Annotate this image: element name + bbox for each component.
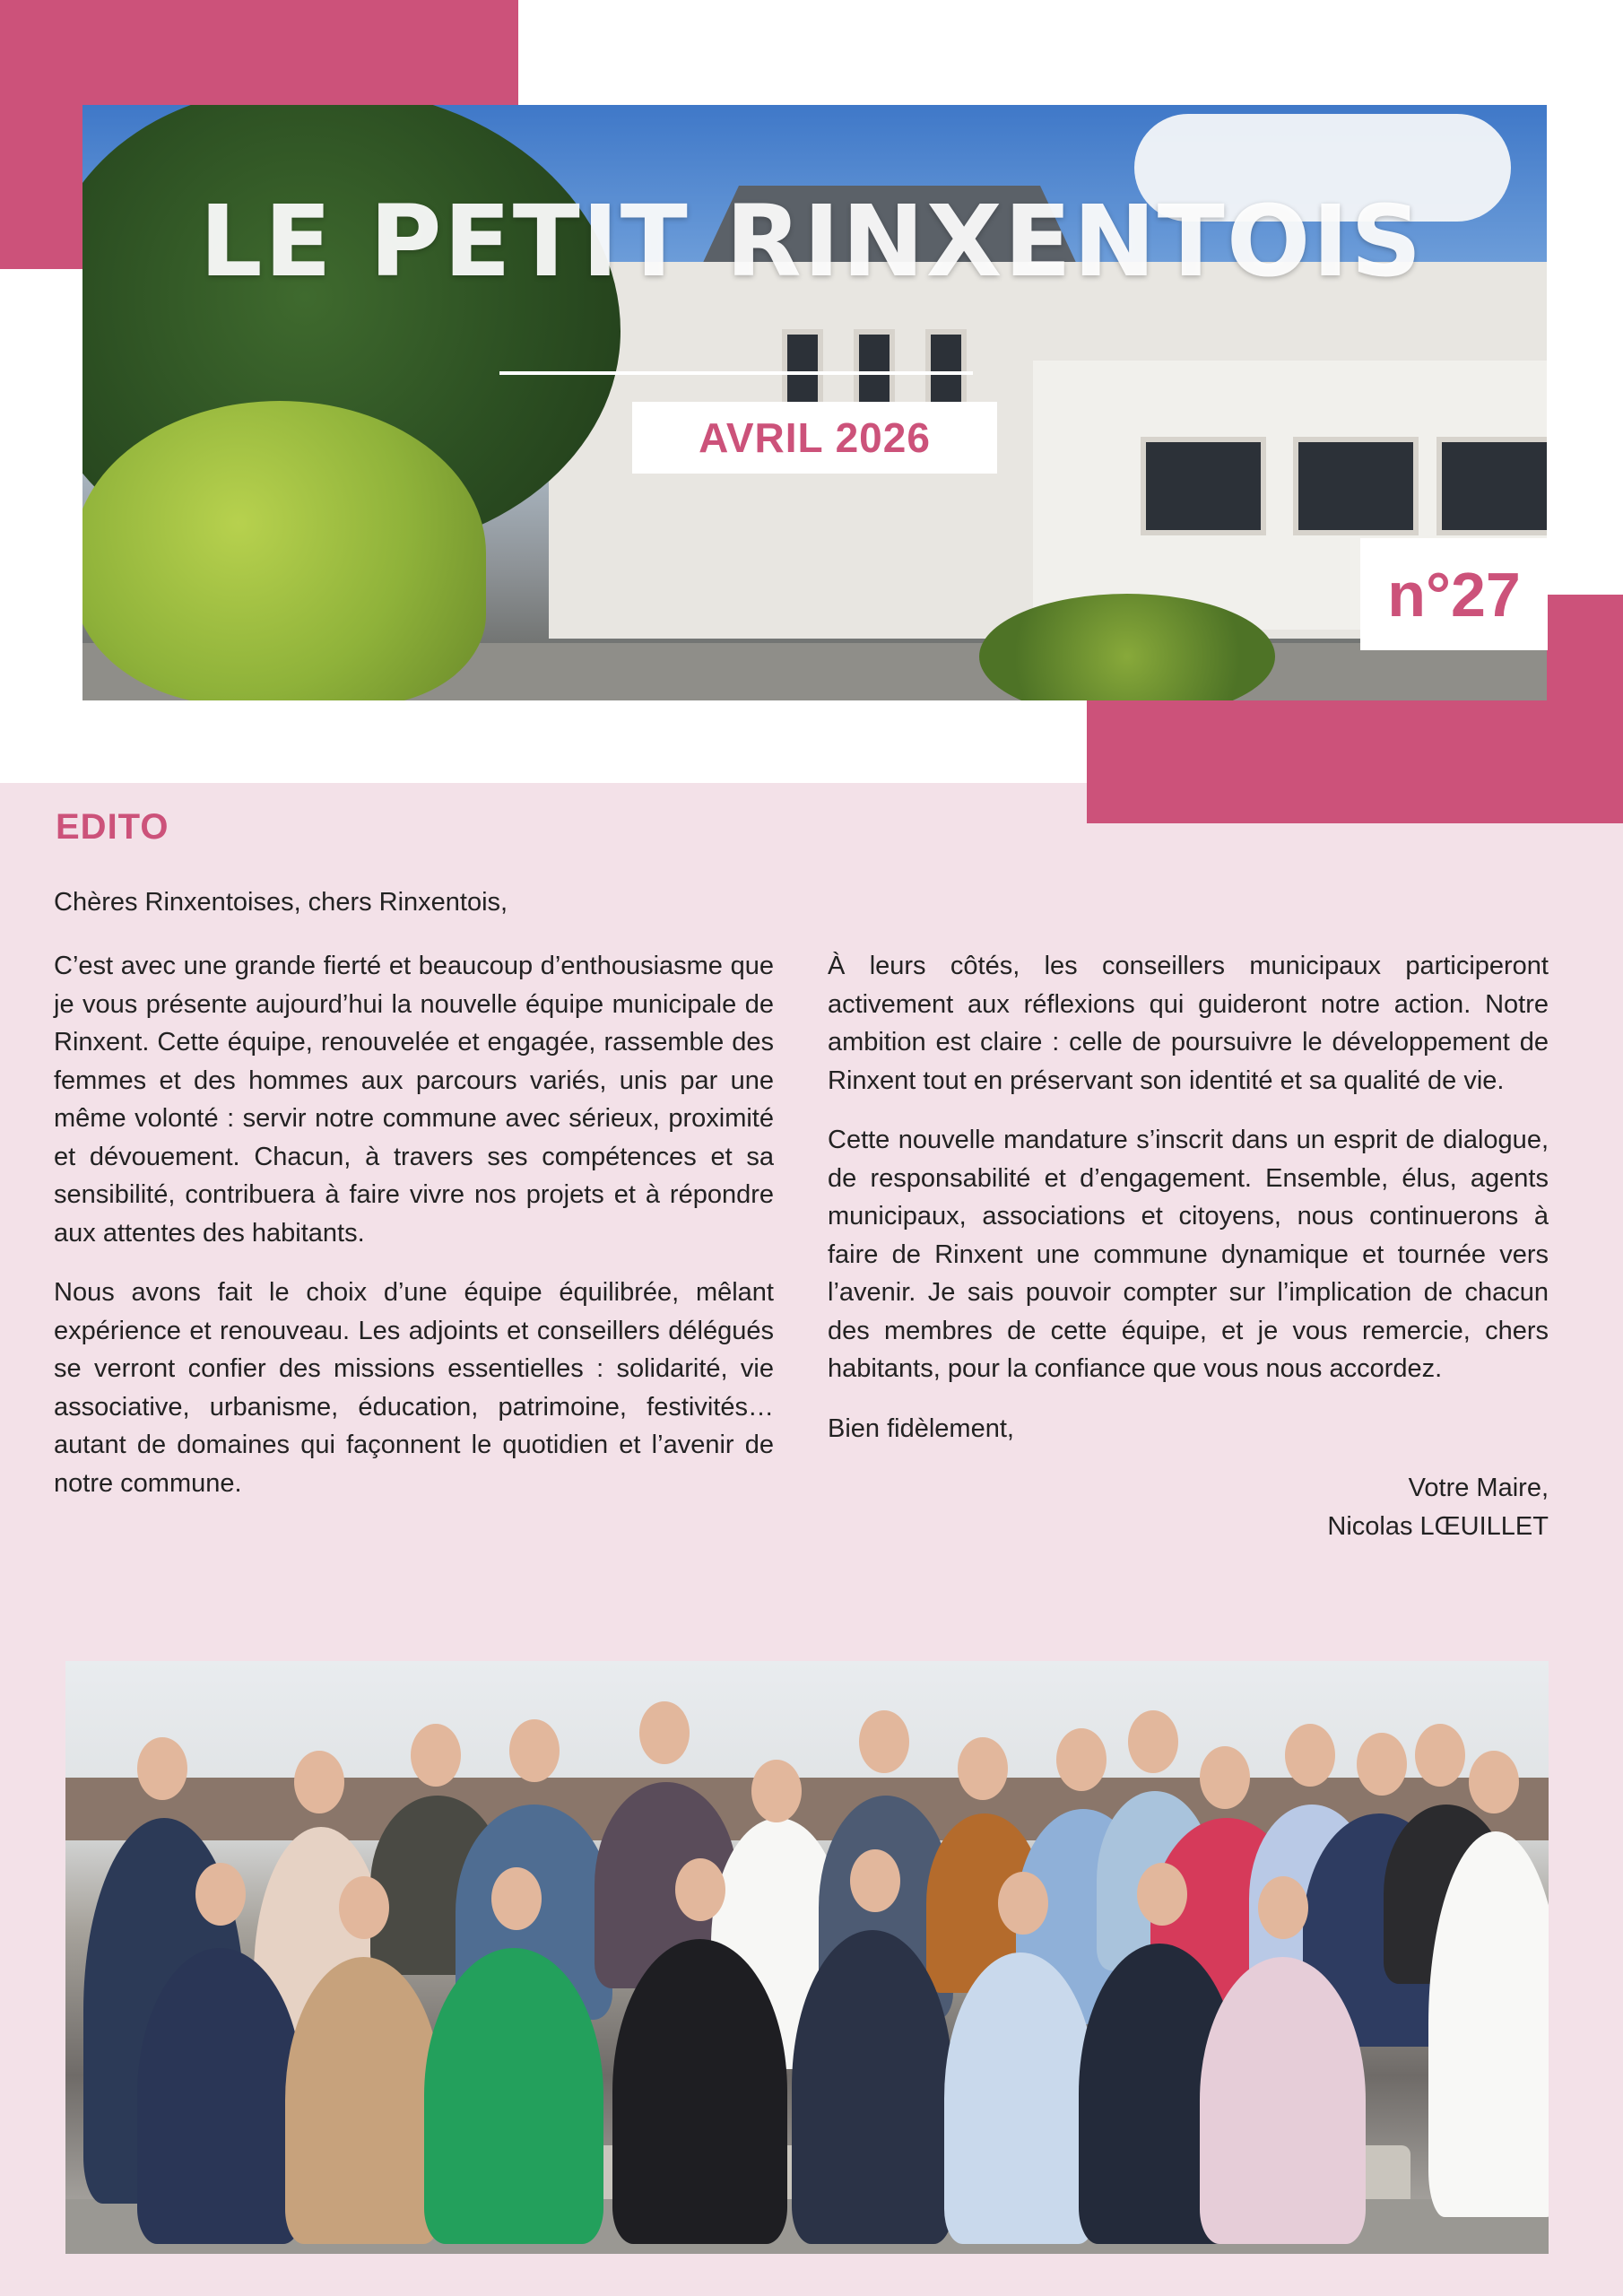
person-head <box>751 1760 802 1822</box>
person-head <box>1357 1733 1407 1796</box>
person-head <box>137 1737 187 1800</box>
window <box>782 329 823 410</box>
window <box>1436 437 1547 535</box>
person-head <box>1258 1876 1308 1939</box>
window <box>925 329 967 410</box>
person-head <box>850 1849 900 1912</box>
person-head <box>1285 1724 1335 1787</box>
window <box>1293 437 1419 535</box>
person-head <box>859 1710 909 1773</box>
accent-block-bottom-right <box>1087 783 1623 823</box>
bush <box>82 401 486 700</box>
issue-number: n°27 <box>1360 538 1548 650</box>
paragraph: Cette nouvelle mandature s’inscrit dans un esprit de dialogue, de responsabilité et d’engagement. Ensemble, élus, agents municipaux, associations et citoyens, nous continuerons à faire de Rinxent une commune dynamique et tournée vers l’avenir. Je sais pouvoir compter sur l’implication de chacun des membres de cette équipe, et je vous remercie, chers habitants, pour la confiance que vous nous accordez. <box>828 1126 1549 1383</box>
paragraph: C’est avec une grande fierté et beaucoup d’enthousiasme que je vous présente aujourd’hui la nouvelle équipe municipale de Rinxent. Cette équipe, renouvelée et engagée, rassemble des femmes et des hommes aux parcours variés, unis par une même volonté : servir notre commune avec sérieux, proximité et dévouement. Chacun, à travers ses compétences et sa sensibilité, contribuera à faire vivre nos projets et à répondre aux attentes des habitants. <box>54 952 774 1248</box>
person-head <box>1137 1863 1187 1926</box>
person-head <box>339 1876 389 1939</box>
newsletter-title: LE PETIT RINXENTOIS <box>199 184 1424 299</box>
person <box>792 1930 953 2244</box>
signature-name: Nicolas LŒUILLET <box>1327 1511 1549 1541</box>
paragraph: Nous avons fait le choix d’une équipe équilibrée, mêlant expérience et renouveau. Les adjoints et conseillers délégués se verront confier des missions essentielles : solidarité, vie associative, urbanisme, éducation, patrimoine, festivités… autant de domaines qui façonnent le quotidien et l’avenir de notre commune. <box>54 1278 774 1498</box>
person-head <box>294 1751 344 1813</box>
person <box>424 1948 603 2244</box>
person-head <box>411 1724 461 1787</box>
person-head <box>491 1867 542 1930</box>
person <box>1200 1957 1366 2244</box>
person-head <box>958 1737 1008 1800</box>
person <box>944 1952 1097 2244</box>
window <box>854 329 895 410</box>
person <box>137 1948 303 2244</box>
issue-date: AVRIL 2026 <box>632 402 997 474</box>
person-head <box>1200 1746 1250 1809</box>
window <box>1141 437 1266 535</box>
section-heading: EDITO <box>56 807 169 847</box>
edito-column-left <box>54 947 774 1524</box>
closing: Bien fidèlement, <box>828 1413 1014 1443</box>
team-group-photo <box>65 1661 1549 2254</box>
paragraph: À leurs côtés, les conseillers municipaux participeront activement aux réflexions qui guideront notre action. Notre ambition est claire : celle de poursuivre le développement de Rinxent tout en préservant son identité et sa qualité de vie. <box>828 952 1549 1095</box>
signature-role: Votre Maire, <box>1408 1474 1549 1502</box>
person-head <box>1415 1724 1465 1787</box>
person-head <box>639 1701 690 1764</box>
edito-column-right <box>828 947 1549 1545</box>
person-head <box>998 1872 1048 1935</box>
person-head <box>675 1858 725 1921</box>
greeting: Chères Rinxentoises, chers Rinxentois, <box>54 888 508 917</box>
person <box>285 1957 442 2244</box>
person-head <box>1056 1728 1107 1791</box>
person-head <box>509 1719 560 1782</box>
person <box>612 1939 787 2244</box>
person-head <box>1469 1751 1519 1813</box>
title-divider <box>499 371 973 375</box>
person-head <box>195 1863 246 1926</box>
person-head <box>1128 1710 1178 1773</box>
